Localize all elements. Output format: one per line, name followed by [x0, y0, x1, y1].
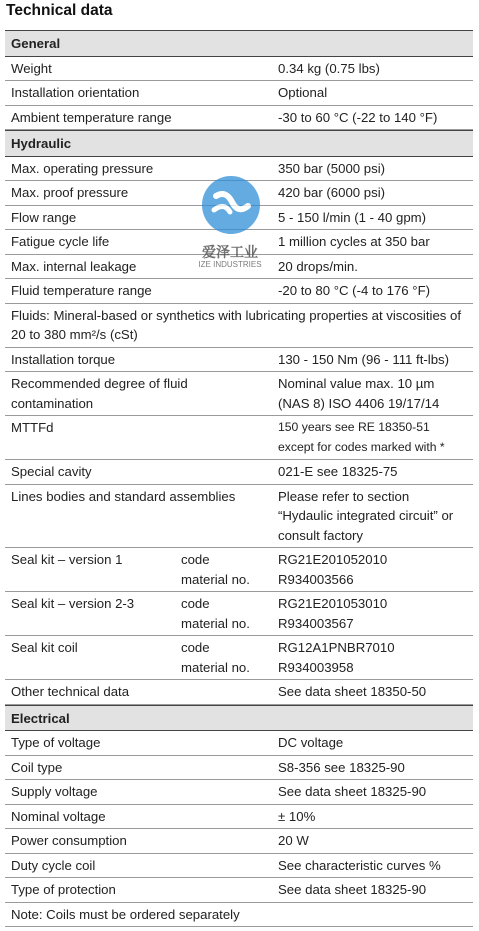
row-value: Optional [278, 85, 328, 100]
row-label: Installation orientation [11, 85, 140, 100]
section-title: Hydraulic [11, 136, 72, 151]
row-value: 420 bar (6000 psi) [278, 185, 386, 200]
table-row [5, 731, 473, 756]
row-value: 350 bar (5000 psi) [278, 160, 386, 176]
row-label: Installation torque [11, 351, 116, 367]
row-label: Max. operating pressure [11, 160, 154, 176]
row-note: Note: Coils must be ordered separately [11, 906, 240, 922]
row-field-names: code material no. [181, 552, 250, 587]
row-value: -20 to 80 °C (-4 to 176 °F) [278, 283, 431, 298]
row-label: Special cavity [11, 464, 92, 479]
table-row [5, 854, 473, 879]
row-value: See data sheet 18350-50 [278, 684, 427, 699]
row-field-names: code material no. [181, 640, 250, 675]
row-value: Nominal value max. 10 µm (NAS 8) ISO 4406 19/17/14 [278, 376, 440, 411]
row-label: Lines bodies and standard assemblies [11, 488, 236, 504]
row-label: Other technical data [11, 684, 130, 699]
row-label: Coil type [11, 759, 63, 775]
technical-data-table [5, 30, 473, 927]
table-row [5, 206, 473, 231]
row-label: Duty cycle coil [11, 857, 96, 873]
row-value: 021-E see 18325-75 [278, 464, 398, 479]
table-row [5, 485, 473, 549]
row-value: ± 10% [278, 808, 316, 824]
row-label: Max. proof pressure [11, 185, 129, 200]
row-label: Fluid temperature range [11, 283, 152, 298]
row-value: RG21E201052010 R934003566 [278, 552, 388, 587]
table-row [5, 460, 473, 485]
table-row [5, 780, 473, 805]
row-label: Nominal voltage [11, 808, 106, 824]
row-field-names: code material no. [181, 596, 250, 631]
row-label: Power consumption [11, 833, 127, 848]
table-row [5, 304, 473, 348]
table-row [5, 181, 473, 206]
row-label: Ambient temperature range [11, 109, 172, 125]
row-label: Type of voltage [11, 735, 101, 750]
row-value: 150 years see RE 18350-51 except for codes marked with * [278, 420, 445, 454]
section-header [5, 30, 473, 57]
row-value: DC voltage [278, 735, 344, 750]
row-value: Please refer to section “Hydaulic integrated circuit” or consult factory [278, 488, 454, 543]
row-note: Fluids: Mineral-based or synthetics with lubricating properties at viscosities of 20 to 380 mm²/s (cSt) [11, 307, 462, 342]
row-value: 20 drops/min. [278, 258, 358, 274]
section-header [5, 705, 473, 732]
table-row [5, 372, 473, 416]
table-row [5, 878, 473, 903]
row-label: Seal kit coil [11, 640, 78, 655]
row-value: S8-356 see 18325-90 [278, 759, 405, 775]
table-row [5, 805, 473, 830]
table-row [5, 592, 473, 636]
table-row [5, 829, 473, 854]
table-row [5, 548, 473, 592]
row-value: RG12A1PNBR7010 R934003958 [278, 640, 395, 675]
table-row [5, 255, 473, 280]
row-value: -30 to 60 °C (-22 to 140 °F) [278, 109, 438, 125]
row-label: Weight [11, 60, 52, 76]
row-label: Type of protection [11, 882, 116, 897]
row-label: Fatigue cycle life [11, 234, 110, 249]
row-value: 0.34 kg (0.75 lbs) [278, 60, 380, 76]
watermark-subtext: IZE INDUSTRIES [198, 260, 262, 269]
watermark-text: 爱泽工业 [202, 244, 258, 260]
row-label: Seal kit – version 2-3 [11, 596, 135, 611]
section-header [5, 130, 473, 157]
row-value: 5 - 150 l/min (1 - 40 gpm) [278, 209, 427, 225]
row-value: 1 million cycles at 350 bar [278, 234, 430, 249]
table-row [5, 106, 473, 131]
section-title: Electrical [11, 710, 70, 726]
row-value: 20 W [278, 833, 309, 848]
table-row [5, 230, 473, 255]
row-label: Flow range [11, 209, 77, 225]
row-value: 130 - 150 Nm (96 - 111 ft-lbs) [278, 351, 450, 367]
table-row [5, 680, 473, 705]
table-row [5, 416, 473, 460]
section-title: General [11, 36, 61, 51]
table-row [5, 81, 473, 106]
row-label: Seal kit – version 1 [11, 552, 123, 567]
row-label: Supply voltage [11, 784, 98, 799]
table-row [5, 279, 473, 304]
row-value: See data sheet 18325-90 [278, 784, 427, 799]
table-row [5, 348, 473, 373]
table-row [5, 57, 473, 82]
row-value: RG21E201053010 R934003567 [278, 596, 388, 631]
row-label: Recommended degree of fluid contamination [11, 376, 188, 411]
table-row [5, 756, 473, 781]
row-label: MTTFd [11, 420, 54, 435]
row-label: Max. internal leakage [11, 258, 137, 274]
table-row [5, 157, 473, 182]
page-title: Technical data [6, 2, 113, 19]
row-value: See characteristic curves % [278, 857, 441, 873]
table-row [5, 636, 473, 680]
table-row [5, 903, 473, 928]
row-value: See data sheet 18325-90 [278, 882, 427, 897]
